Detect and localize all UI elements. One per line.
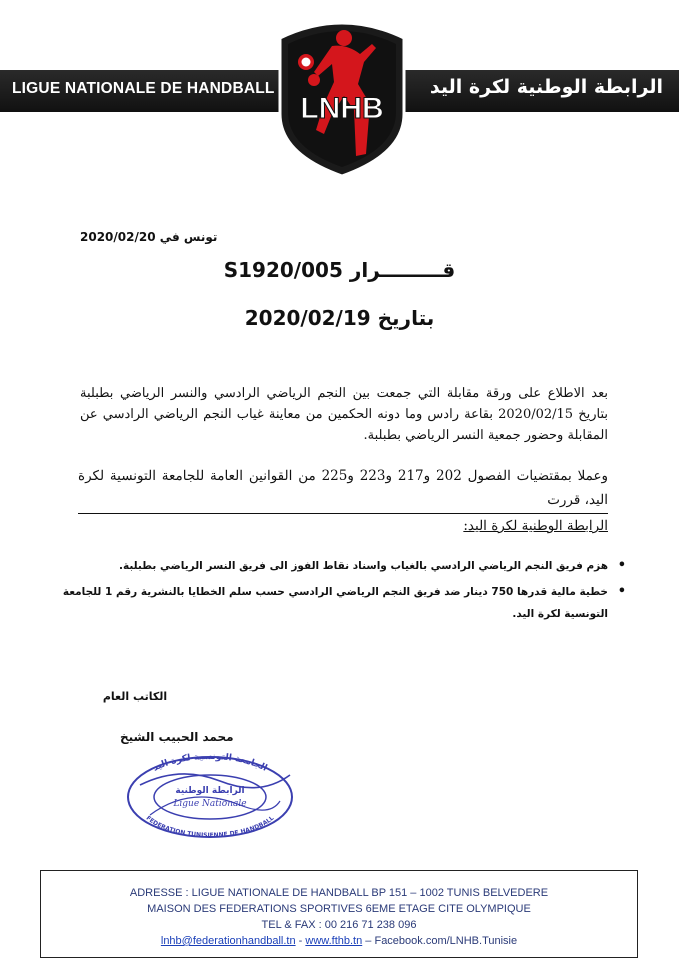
svg-text:FEDERATION TUNISIENNE DE HANDB bbox=[145, 815, 276, 839]
footer-separator: – bbox=[362, 935, 375, 947]
stamp-inner-french: Ligue Nationale bbox=[173, 799, 247, 809]
stamp-outer-arabic: الجامعة التونسية لكرة اليد bbox=[151, 751, 269, 774]
document-date: تونس في 2020/02/20 bbox=[80, 230, 218, 244]
footer-building-line: MAISON DES FEDERATIONS SPORTIVES 6EME ETAGE CITE OLYMPIQUE bbox=[147, 903, 531, 915]
footer-email-link[interactable]: lnhb@federationhandball.tn bbox=[160, 935, 296, 947]
decision-list bbox=[60, 555, 626, 629]
official-stamp bbox=[120, 745, 300, 840]
league-name-french: LIGUE NATIONALE DE HANDBALL bbox=[12, 80, 275, 97]
decision-date: بتاريخ 2020/02/19 bbox=[244, 306, 435, 330]
footer-address-line: ADRESSE : LIGUE NATIONALE DE HANDBALL BP 151 – 1002 TUNIS BELVEDERE bbox=[129, 887, 549, 899]
decision-item: • خطية مالية قدرها 750 دينار ضد فريق النجم الرياضي الرادسي حسب سلم الخطايا بالنشرية رقم 1 للجامعة التونسية لكرة اليد. bbox=[60, 581, 608, 625]
footer-separator: - bbox=[295, 935, 306, 947]
league-name-arabic: الرابطة الوطنية لكرة اليد bbox=[429, 76, 663, 98]
signatory-title: الكاتب العام bbox=[102, 690, 168, 703]
footer-contact-line bbox=[41, 933, 637, 949]
footer-address-box bbox=[40, 870, 638, 958]
stamp-inner-arabic: الرابطة الوطنية bbox=[175, 786, 245, 796]
legal-basis-line-1: وعملا بمقتضيات الفصول 202 و217 و223 و225 من القوانين العامة للجامعة التونسية لكرة اليد، قررت bbox=[78, 464, 608, 514]
footer-phone-line: TEL & FAX : 00 216 71 238 096 bbox=[261, 919, 417, 931]
lnhb-logo bbox=[272, 4, 412, 180]
logo-text: LNHB bbox=[300, 92, 384, 125]
footer-website-link[interactable]: www.fthb.tn bbox=[305, 935, 363, 947]
decision-item: • هزم فريق النجم الرياضي الرادسي بالغياب واسناد نقاط الفوز الى فريق النسر الرياضي بطبلبة. bbox=[60, 555, 608, 577]
legal-basis-paragraph bbox=[78, 464, 608, 538]
footer-facebook-text: Facebook.com/LNHB.Tunisie bbox=[374, 935, 518, 947]
signatory-name: محمد الحبيب الشيخ bbox=[120, 730, 234, 744]
decision-title: قـــــــــرار S1920/005 bbox=[223, 258, 456, 282]
svg-text:الجامعة التونسية لكرة اليد bbox=[151, 752, 268, 774]
preamble-paragraph: بعد الاطلاع على ورقة مقابلة التي جمعت بين النجم الرياضي الرادسي والنسر الرياضي بطبلبة بتاريخ 2020/02/15 بقاعة رادس وما دونه الحكمين من معاينة غياب النجم الرياضي الرادسي عن المقابلة وحضور جمعية النسر الرياضي بطبلبة. bbox=[80, 386, 609, 443]
legal-basis-line-2: الرابطة الوطنية لكرة اليد: bbox=[463, 518, 608, 534]
stamp-outer-french: FEDERATION TUNISIENNE DE HANDBALL bbox=[144, 814, 276, 840]
